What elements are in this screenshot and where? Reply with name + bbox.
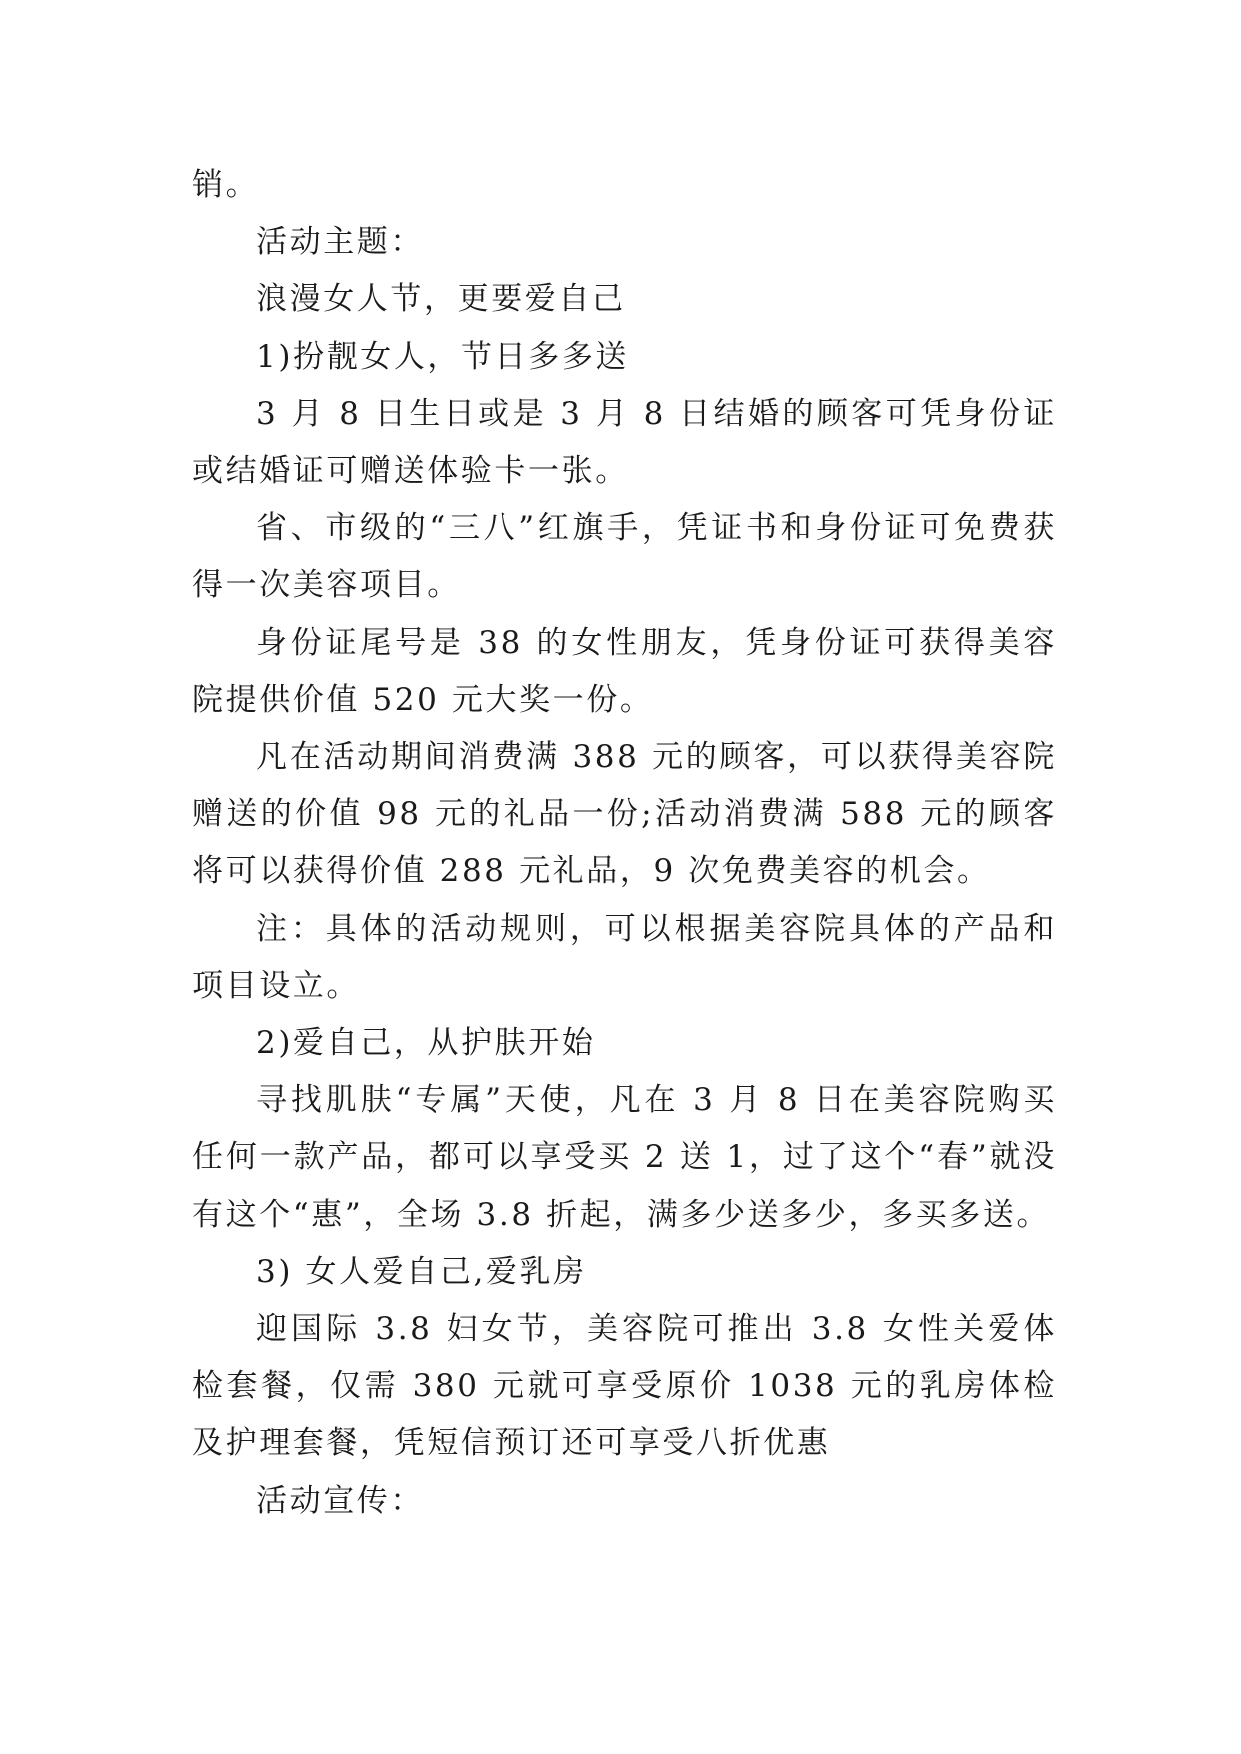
document-body bbox=[192, 157, 1057, 1530]
heading-activity-promotion: 活动宣传： bbox=[256, 1482, 424, 1519]
section-3-title: 3) 女人爱自己,爱乳房 bbox=[256, 1253, 587, 1290]
paragraph-id-number-offer: 身份证尾号是 38 的女性朋友，凭身份证可获得美容院提供价值 520 元大奖一份。 bbox=[192, 624, 1057, 718]
paragraph-rules-note: 注：具体的活动规则，可以根据美容院具体的产品和项目设立。 bbox=[192, 910, 1057, 1004]
paragraph-spending-offer: 凡在活动期间消费满 388 元的顾客，可以获得美容院赠送的价值 98 元的礼品一份;活动消费满 588 元的顾客将可以获得价值 288 元礼品，9 次免费美容的机会。 bbox=[192, 739, 1057, 890]
theme-slogan: 浪漫女人节，更要爱自己 bbox=[256, 281, 626, 318]
section-2-title: 2)爱自己，从护肤开始 bbox=[256, 1025, 596, 1062]
heading-activity-theme: 活动主题： bbox=[256, 224, 424, 261]
paragraph-continuation: 销。 bbox=[192, 167, 260, 203]
paragraph-skincare-offer: 寻找肌肤“专属”天使，凡在 3 月 8 日在美容院购买任何一款产品，都可以享受买 2 送 1，过了这个“春”就没有这个“惠”，全场 3.8 折起，满多少送多少，多买多送。 bbox=[192, 1082, 1057, 1233]
section-1-title: 1)扮靓女人，节日多多送 bbox=[256, 338, 630, 375]
paragraph-birthday-offer: 3 月 8 日生日或是 3 月 8 日结婚的顾客可凭身份证或结婚证可赠送体验卡一张。 bbox=[192, 395, 1057, 490]
paragraph-checkup-offer: 迎国际 3.8 妇女节，美容院可推出 3.8 女性关爱体检套餐，仅需 380 元就可享受原价 1038 元的乳房体检及护理套餐，凭短信预订还可享受八折优惠 bbox=[192, 1311, 1057, 1462]
paragraph-red-banner-offer: 省、市级的“三八”红旗手，凭证书和身份证可免费获得一次美容项目。 bbox=[192, 510, 1057, 604]
